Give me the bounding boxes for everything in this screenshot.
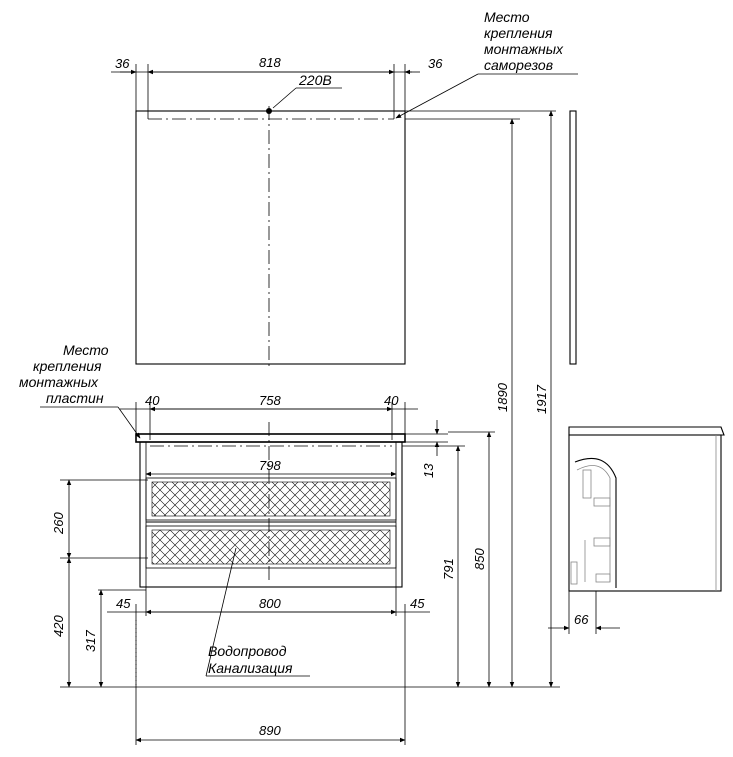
pipes-note-sewer: Канализация (208, 660, 293, 676)
h317-dim: 317 (83, 630, 98, 652)
mirror-edge-left-dim: 36 (115, 56, 130, 71)
h1917-dim: 1917 (534, 385, 549, 414)
side-drawer-curve (577, 466, 610, 583)
cabinet-mount-note-1: Место (63, 342, 109, 358)
h791-dim: 791 (441, 558, 456, 580)
mirror-front-view (111, 9, 578, 370)
rail-left-dim: 40 (145, 393, 160, 408)
outlet-label: 220В (299, 72, 332, 88)
cabinet-mount-note-2: крепления (33, 358, 102, 374)
pipes-note-water: Водопровод (208, 643, 287, 659)
cabinet-mount-note-4: пластин (46, 390, 104, 406)
base-left-dim: 45 (116, 596, 131, 611)
top-gap-dim: 13 (421, 463, 436, 478)
outlet-220v-point (266, 108, 272, 114)
h850-dim: 850 (472, 548, 487, 570)
side-depth-offset-dim: 66 (574, 612, 589, 627)
inner-width-dim: 798 (259, 458, 281, 473)
h260-dim: 260 (51, 512, 66, 534)
mirror-edge-right-dim: 36 (428, 56, 443, 71)
h420-dim: 420 (51, 615, 66, 637)
cabinet-side-view (548, 427, 724, 634)
base-width-dim: 800 (259, 596, 281, 611)
mirror-mount-note-1: Место (484, 9, 530, 25)
side-top-board (569, 427, 724, 435)
rail-width-dim: 758 (259, 393, 281, 408)
upper-drawer-hatch (152, 482, 390, 516)
mirror-mount-note-3: монтажных (484, 41, 564, 57)
mirror-side-view (570, 111, 576, 364)
overall-width-dim: 890 (259, 723, 281, 738)
cabinet-top-board (136, 434, 405, 442)
base-right-dim: 45 (410, 596, 425, 611)
cabinet-mount-note-3: монтажных (19, 374, 99, 390)
cabinet-front-view (19, 342, 448, 745)
rail-right-dim: 40 (384, 393, 399, 408)
mirror-outline (136, 111, 405, 364)
h1890-dim: 1890 (495, 383, 510, 412)
lower-drawer-hatch (152, 530, 390, 564)
mirror-mount-note-4: саморезов (484, 57, 554, 73)
mirror-width-dim: 818 (259, 55, 281, 70)
mirror-mount-note-2: крепления (484, 25, 553, 41)
